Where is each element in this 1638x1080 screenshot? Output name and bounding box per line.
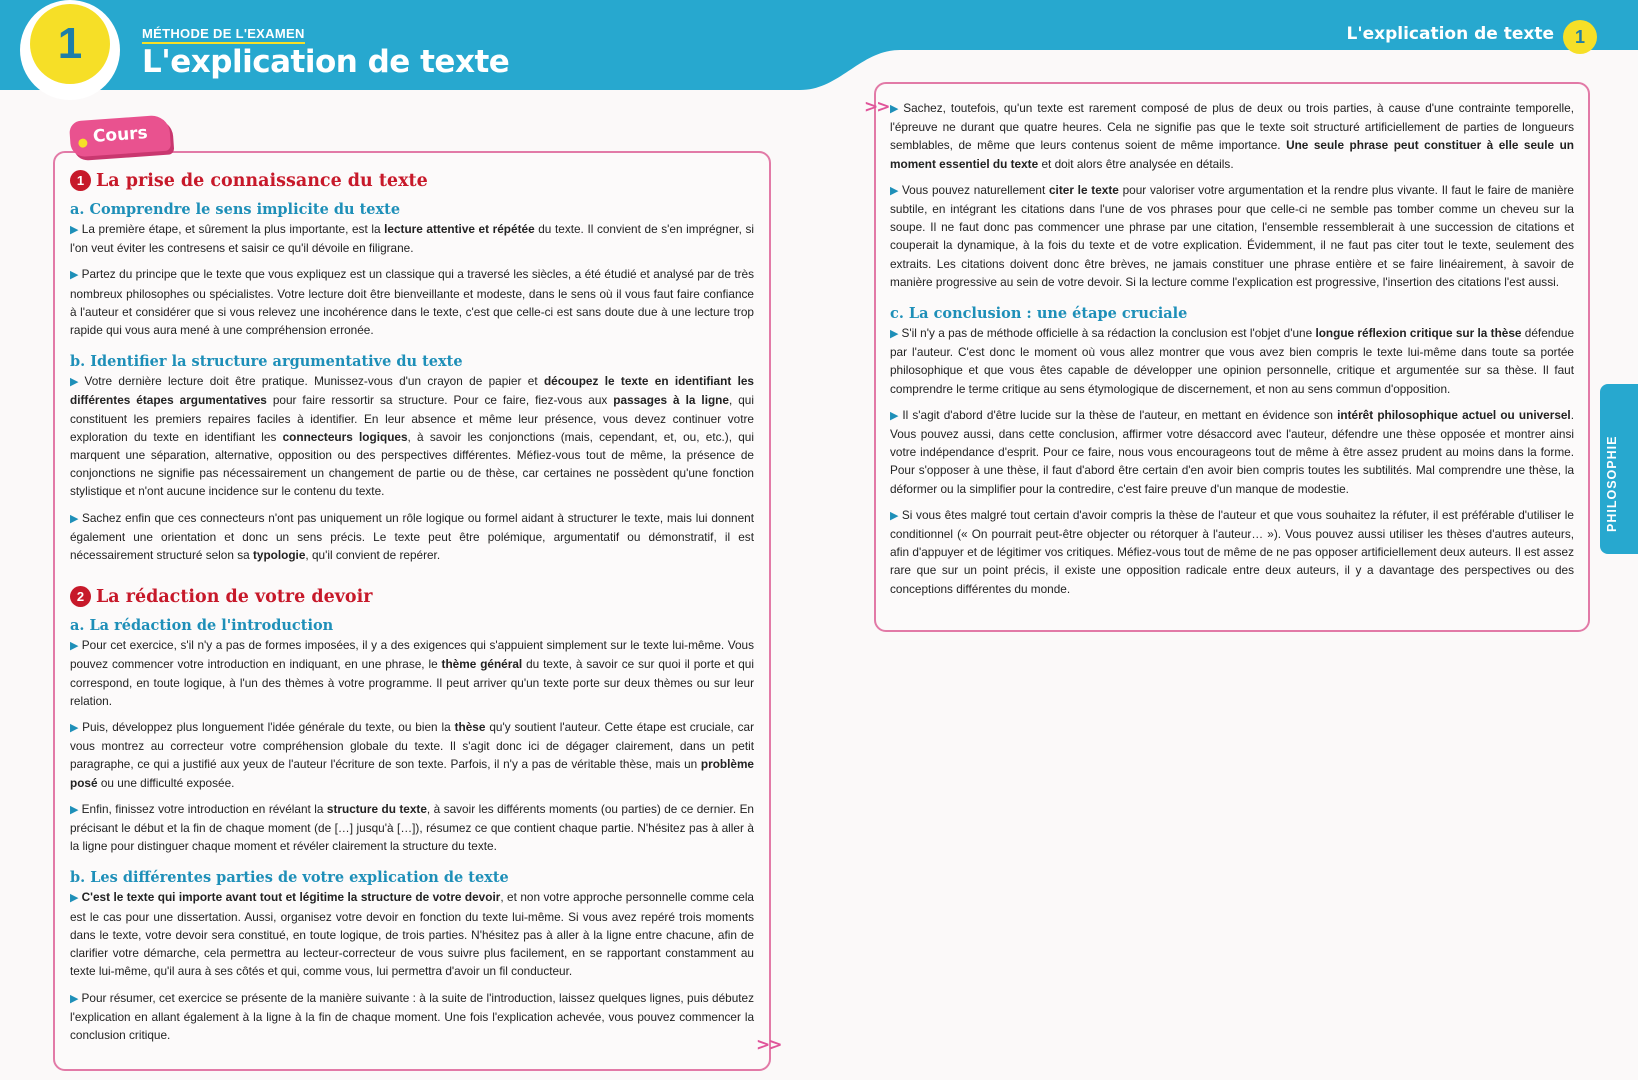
text-run: Si vous êtes malgré tout certain d'avoir compris la thèse de l'auteur et que vous souhaitez la réfuter, il est préférable d'utiliser le conditionnel (« On pourrait peut-être objecter ou rétorquer à l'auteur… »). Vous pouvez aussi utiliser les thèses d'autres auteurs, afin d'appuyer et de légitimer vos critiques. Méfiez-vous tout de même de ne pas opposer artificiellement deux auteurs. Il est assez rare que sur un point précis, il existe une opposition radicale entre deux auteurs, il y a davantage des perspectives ou des conceptions différentes du monde. bbox=[890, 507, 1574, 596]
triangle-bullet-icon: ▶ bbox=[70, 722, 80, 735]
bold-text: passages à la ligne bbox=[613, 393, 729, 408]
paragraph bbox=[890, 506, 1574, 598]
triangle-bullet-icon: ▶ bbox=[70, 892, 79, 905]
continue-arrows-icon: >> bbox=[756, 1035, 781, 1055]
subject-label: PHILOSOPHIE bbox=[1605, 435, 1619, 532]
subject-side-tab bbox=[1600, 384, 1638, 554]
text-run: , à savoir les différents moments (ou parties) de ce dernier. En précisant le début et la fin de chaque moment (de […] jusqu'à […]), résumez ce que contient chaque partie. N'hésitez pas à aller à la ligne pour distinguer chaque moment et révéler clairement la structure du texte. bbox=[70, 801, 754, 854]
triangle-bullet-icon: ▶ bbox=[70, 803, 79, 816]
running-chapter-number: 1 bbox=[1563, 20, 1597, 54]
section-number: 2 bbox=[70, 586, 91, 607]
text-run: du texte, à savoir ce sur quoi il porte et qui correspond, en toute logique, à l'un des thèmes à votre programme. Il peut arriver qu'un texte porte sur deux thèmes ou sur leur relation. bbox=[70, 657, 754, 708]
paragraph bbox=[890, 181, 1574, 291]
text-run: ou une difficulté exposée. bbox=[97, 775, 235, 790]
bold-text: thème général bbox=[441, 657, 523, 672]
text-run: Enfin, finissez votre introduction en révélant la bbox=[81, 801, 327, 816]
subsection-heading: a. La rédaction de l'introduction bbox=[70, 617, 334, 635]
text-run: Puis, développez plus longuement l'idée générale du texte, ou bien la bbox=[82, 720, 455, 735]
text-run: Vous pouvez naturellement bbox=[901, 182, 1049, 197]
bullet-dot-icon bbox=[78, 138, 88, 148]
subsection-heading: b. Les différentes parties de votre explication de texte bbox=[70, 869, 509, 887]
text-run: S'il n'y a pas de méthode officielle à sa rédaction la conclusion est l'objet d'une bbox=[901, 326, 1316, 341]
right-column bbox=[890, 99, 1574, 606]
text-run: Pour cet exercice, s'il n'y a pas de formes imposées, il y a des exigences qui s'appuient simplement sur le texte lui-même. Vous pouvez commencer votre introduction en indiquant, en une phrase, le bbox=[70, 638, 754, 672]
left-column bbox=[70, 170, 754, 1052]
section-heading bbox=[70, 586, 754, 607]
text-run: Partez du principe que le texte que vous expliquez est un classique qui a traversé les siècles, a été étudié et analysé par de très nombreux philosophes ou spécialistes. Votre lecture doit être bienveillante et modeste, dans le sens où il vous faut faire confiance à l'auteur et considérer que si vous relevez une incohérence dans le texte, c'est que celle-ci est sans doute due à une lecture trop rapide qui vous aura mené à une compréhension erronée. bbox=[70, 267, 754, 338]
subsection-heading: a. Comprendre le sens implicite du texte bbox=[70, 201, 401, 218]
chapter-number: 1 bbox=[30, 4, 110, 84]
triangle-bullet-icon: ▶ bbox=[890, 184, 899, 197]
paragraph bbox=[70, 509, 754, 565]
triangle-bullet-icon: ▶ bbox=[70, 224, 79, 236]
paragraph bbox=[70, 800, 754, 856]
paragraph bbox=[70, 220, 754, 257]
triangle-bullet-icon: ▶ bbox=[890, 509, 899, 522]
text-run: . Vous pouvez aussi, dans cette conclusion, affirmer votre désaccord avec l'auteur, défendre une thèse opposée et montrer ainsi votre indépendance d'esprit. Pour ce faire, nous vous encourageons tout de même à être assez prudent au moins dans la forme. Pour s'opposer à une thèse, il faut d'abord être certain d'en avoir bien compris toutes les subtilités. Mal comprendre une thèse, la déformer ou la simplifier pour la contredire, c'est faire preuve d'un manque de modestie. bbox=[890, 407, 1574, 496]
subsection-heading: b. Identifier la structure argumentative du texte bbox=[70, 353, 463, 371]
paragraph bbox=[890, 324, 1574, 398]
text-run: et doit alors être analysée en détails. bbox=[1038, 156, 1234, 171]
triangle-bullet-icon: ▶ bbox=[70, 376, 82, 389]
text-run: La première étape, et sûrement la plus importante, est la bbox=[81, 222, 385, 236]
bold-text: longue réflexion critique sur la thèse bbox=[1315, 326, 1522, 341]
text-run: pour valoriser votre argumentation et la rendre plus vivante. Il faut le faire de manière subtile, en intégrant les citations dans l'une de vos phrases pour que celle-ci ne semble pas tomber comme un cheveu sur la soupe. Il ne faut donc pas commencer une phrase par une citation, l'ensemble ressemblerait à une succession de citations et couperait la dynamique, à la fois du texte et de votre explication. Évidemment, il ne faut pas citer tout le texte, seulement des extraits. Les citations doivent donc être brèves, ne jamais constituer une phrase entière et se faire linéairement, à savoir de manière progressive au sein de votre devoir. Si la lecture comme l'explication est progressive, l'insertion des citations l'est aussi. bbox=[890, 182, 1574, 289]
triangle-bullet-icon: ▶ bbox=[890, 409, 900, 422]
bold-text: C'est le texte qui importe avant tout et légitime la structure de votre devoir bbox=[81, 890, 501, 905]
paragraph bbox=[70, 888, 754, 980]
bold-text: thèse bbox=[454, 720, 486, 735]
bold-text: citer le texte bbox=[1049, 182, 1119, 197]
triangle-bullet-icon: ▶ bbox=[890, 103, 901, 115]
bold-text: connecteurs logiques bbox=[282, 429, 408, 444]
text-run: , à savoir les conjonctions (mais, cependant, et, ou, etc.), qui marquent une séparation, alternative, opposition ou des perspectives différentes. Méfiez-vous tout de même, la présence de conjonctions ne signifie pas nécessairement un changement de partie ou de thèse, car certaines ne possèdent qu'une fonction stylistique et n'ont aucune incidence sur le contenu du texte. bbox=[70, 429, 754, 499]
triangle-bullet-icon: ▶ bbox=[890, 328, 899, 341]
cours-label: Cours bbox=[92, 123, 149, 147]
text-run: , et non votre approche personnelle comme cela est le cas pour une dissertation. Aussi, organisez votre devoir en fonction du texte lui-même. Si vous avez repéré trois moments dans le texte, votre devoir sera constitué, en toute logique, de trois parties. N'hésitez pas à aller à la ligne entre chacune, afin de clarifier votre démarche, cela permettra au lecteur-correcteur de vous suivre plus facilement, en se rapportant constamment au texte lui-même, qu'il aura à ses côtés et qui, comme vous, lui permettra d'avoir un fil conducteur. bbox=[70, 890, 754, 979]
text-run: , qu'il convient de repérer. bbox=[305, 548, 441, 563]
text-run: Votre dernière lecture doit être pratique. Munissez-vous d'un crayon de papier et bbox=[84, 374, 544, 389]
bold-text: problème posé bbox=[70, 757, 754, 790]
text-run: Sachez enfin que ces connecteurs n'ont pas uniquement un rôle logique ou formel aidant à structurer le texte, mais lui donnent également une orientation et donc un sens précis. Le texte peut être polémique, argumentatif ou démonstratif, il est nécessairement structuré selon sa bbox=[70, 510, 754, 563]
paragraph bbox=[890, 99, 1574, 173]
cours-tag bbox=[69, 115, 171, 158]
section-number: 1 bbox=[70, 170, 91, 191]
method-label: MÉTHODE DE L'EXAMEN bbox=[142, 26, 305, 44]
text-run: Il s'agit d'abord d'être lucide sur la thèse de l'auteur, en mettant en évidence son bbox=[902, 407, 1338, 422]
text-run: Pour résumer, cet exercice se présente de la manière suivante : à la suite de l'introduction, laissez quelques lignes, puis débutez l'explication en allant également à la ligne à la fin de chaque moment. Une fois l'explication achevée, vous pouvez commencer la conclusion critique. bbox=[70, 990, 754, 1042]
section-title: La rédaction de votre devoir bbox=[96, 586, 373, 607]
paragraph bbox=[70, 636, 754, 710]
section-heading bbox=[70, 170, 754, 191]
text-run: défendue par l'auteur. C'est donc le moment où vous allez montrer que vous avez bien compris le texte lui-même dans toute sa portée philosophique et que vous êtes capable de développer une opinion personnelle, critique et argumentée sur sa thèse. Il faut comprendre le terme critique au sens étymologique de discernement, et non au sens commun d'opposition. bbox=[890, 326, 1575, 396]
paragraph bbox=[70, 265, 754, 339]
bold-text: intérêt philosophique actuel ou universel bbox=[1337, 407, 1571, 422]
bold-text: typologie bbox=[252, 548, 306, 563]
paragraph bbox=[70, 989, 754, 1045]
triangle-bullet-icon: ▶ bbox=[70, 512, 79, 525]
triangle-bullet-icon: ▶ bbox=[70, 992, 79, 1005]
bold-text: Une seule phrase peut constituer à elle seule un moment essentiel du texte bbox=[890, 138, 1574, 171]
triangle-bullet-icon: ▶ bbox=[70, 640, 79, 653]
bold-text: lecture attentive et répétée bbox=[384, 222, 535, 236]
text-run: pour faire ressortir sa structure. Pour ce faire, fiez-vous aux bbox=[266, 393, 614, 408]
continue-arrows-icon: >> bbox=[864, 97, 889, 117]
triangle-bullet-icon: ▶ bbox=[70, 269, 79, 282]
running-title: L'explication de texte bbox=[1346, 24, 1554, 44]
section-title: La prise de connaissance du texte bbox=[96, 170, 428, 191]
paragraph bbox=[70, 718, 754, 792]
paragraph bbox=[890, 406, 1574, 498]
text-run: Sachez, toutefois, qu'un texte est rarement composé de plus de deux ou trois parties, à cause d'une contrainte temporelle, l'épreuve ne durant que quatre heures. Cela ne signifie pas que le texte soit structuré artificiellement de parties de longueurs semblables, de même que leurs contenus soient de même importance. bbox=[890, 101, 1574, 153]
bold-text: structure du texte bbox=[326, 801, 427, 816]
subsection-heading: c. La conclusion : une étape cruciale bbox=[890, 305, 1188, 323]
text-run: , qui constituent les premiers repaires faciles à identifier. En leur absence et même leur présence, vous devez continuer votre exploration du texte en identifiant les bbox=[70, 393, 754, 444]
page-title: L'explication de texte bbox=[142, 44, 510, 80]
paragraph bbox=[70, 372, 754, 500]
bold-text: découpez le texte en identifiant les différentes étapes argumentatives bbox=[70, 374, 754, 408]
text-run: qu'y soutient l'auteur. Cette étape est cruciale, car vous montrez au correcteur votre compréhension globale du texte. Il s'agit donc ici de dégager clairement, dans un petit paragraphe, ce qui a justifié aux yeux de l'auteur l'écriture de son texte. Parfois, il n'y a pas de véritable thèse, mais un bbox=[70, 720, 754, 772]
chapter-number-badge bbox=[20, 0, 120, 100]
text-run: du texte. Il convient de s'en imprégner, si l'on veut éviter les contresens et saisir ce qu'il dévoile en filigrane. bbox=[70, 222, 754, 256]
